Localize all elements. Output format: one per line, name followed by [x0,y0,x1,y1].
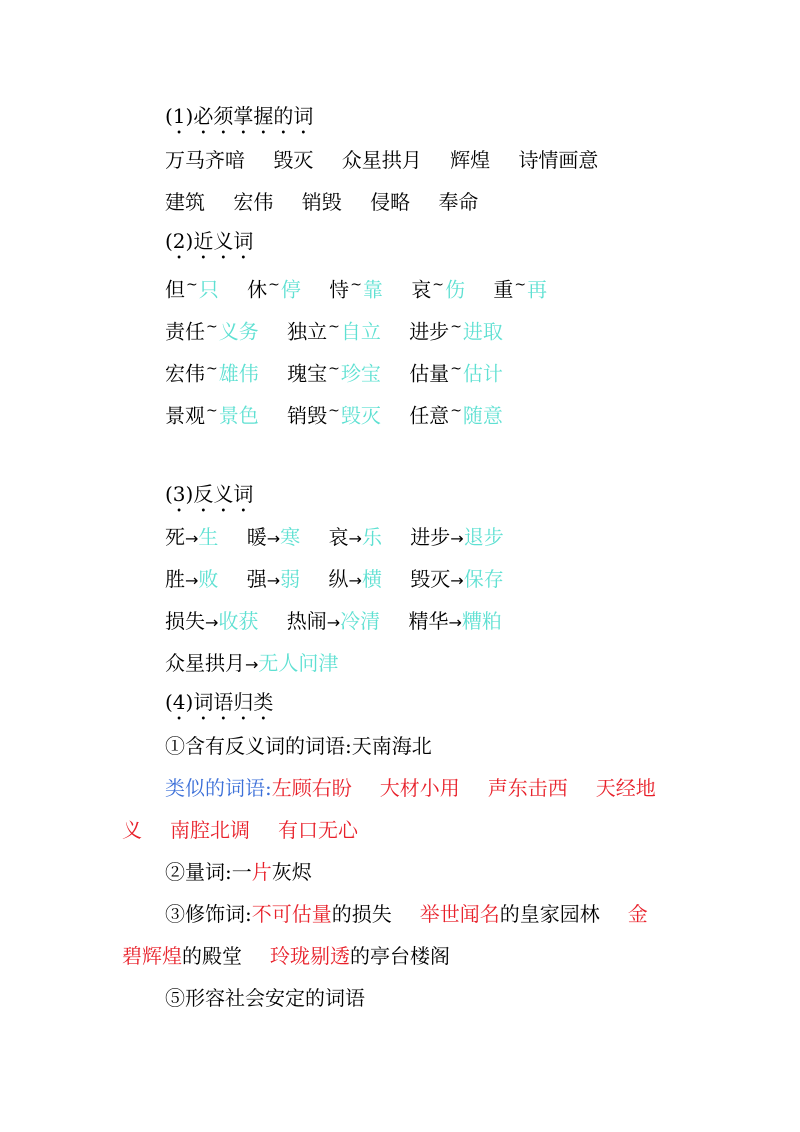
text-span: ~ [328,403,340,419]
similar-words-line-2 [122,817,358,843]
antonym-pair [165,566,218,594]
antonym-row-4 [165,650,360,678]
text-span: 估计 [462,361,503,386]
text-span: ~ [268,277,280,293]
text-span: → [266,571,281,590]
synonym-row-4 [165,398,525,429]
text-span: ~ [206,403,218,419]
text-span: (2)近义词 [165,229,254,253]
synonym-pair [409,356,503,387]
text-span: 独立 [287,319,328,344]
text-span: 任意 [409,403,450,428]
text-span: ~ [328,319,340,335]
word: 诗情画意 [518,148,599,172]
synonym-row-3 [165,356,525,387]
synonym-pair [409,398,503,429]
category-item-3-line-1 [165,901,648,927]
text-span: 损失 [165,609,205,633]
antonym-row-1 [165,524,526,552]
text-span: 冷清 [340,609,381,633]
antonym-pair [329,524,382,552]
text-span: 重 [493,277,514,302]
antonym-pair [247,524,300,552]
synonym-pair [165,356,259,387]
text-span: → [185,529,199,548]
text-span: 纵 [328,567,349,591]
synonym-pair [165,398,259,429]
text-span: 估量 [409,361,450,386]
antonym-pair [410,566,503,594]
text-span: ③修饰词: [165,902,252,926]
text-span: ~ [432,277,445,293]
text-span: → [185,571,199,590]
antonym-pair [329,566,382,594]
text-span: 珍宝 [340,361,381,386]
text-span: 片 [251,860,272,884]
text-span: 自立 [340,319,381,344]
text-span: 毁灭 [340,403,381,428]
category-item-2 [165,859,312,885]
text-span: 雄伟 [218,361,259,386]
section2-heading [165,228,253,264]
text-span: 寒 [280,525,301,549]
antonym-pair [247,566,300,594]
synonym-pair [287,356,381,387]
text-span: 有口无心 [278,818,358,842]
text-span: 收获 [218,609,259,633]
synonym-pair [165,272,219,303]
text-span: (4)词语归类 [165,690,274,714]
text-span: → [450,571,464,590]
text-span: 进取 [462,319,503,344]
text-span: 强 [246,567,267,591]
antonym-pair [287,608,380,636]
text-span: 南腔北调 [170,818,250,842]
word: 辉煌 [450,148,491,172]
text-span: 景色 [218,403,259,428]
antonym-pair [165,524,218,552]
antonym-pair [165,608,258,636]
text-span: → [245,655,259,674]
text-span: 只 [198,277,219,302]
word: 万马齐喑 [165,148,245,172]
text-span: 瑰宝 [287,361,328,386]
synonym-pair [165,314,259,345]
text-span: 金 [627,902,648,926]
text-span: 大材小用 [379,776,460,800]
text-span: 玲珑剔透 [270,944,350,968]
text-span: (1)必须掌握的词 [165,104,314,128]
text-span: 责任 [165,319,205,344]
antonym-pair [410,524,503,552]
text-span: → [205,613,219,632]
text-span: 天经地 [595,776,656,800]
text-span: 糟粕 [461,609,502,633]
text-span: 死 [165,525,185,549]
section1-row1 [165,147,620,173]
text-span: ~ [328,361,340,377]
word: 奉命 [438,190,479,214]
text-span: 胜 [165,567,185,591]
category-item-3-line-2 [122,943,450,969]
text-span: ~ [206,319,218,335]
text-span: 声东击西 [487,776,568,800]
synonym-row-2 [165,314,525,345]
synonym-pair [409,314,503,345]
section1-heading [165,103,313,139]
text-span: ~ [186,277,198,293]
text-span: 哀 [328,525,349,549]
text-span: 的损失 [331,902,392,926]
text-span: 举世闻名 [419,902,500,926]
text-span: 恃 [329,277,350,302]
text-span: → [326,613,341,632]
text-span: 义务 [218,319,259,344]
text-span: 的皇家园林 [499,902,600,926]
text-span: ~ [350,277,362,293]
text-span: (3)反义词 [165,482,254,506]
similar-words-line-1 [165,775,656,801]
text-span: 败 [198,567,219,591]
text-span: → [266,529,281,548]
word: 销毁 [301,190,342,214]
text-span: 灰烬 [271,860,312,884]
synonym-row-1 [165,272,569,303]
text-span: 横 [361,567,382,591]
antonym-row-2 [165,566,526,594]
synonym-pair [247,272,301,303]
text-span: 热闹 [286,609,327,633]
text-span: → [450,529,464,548]
synonym-pair [411,272,465,303]
text-span: ~ [450,361,462,377]
antonym-pair [165,650,338,678]
text-span: 精华 [408,609,449,633]
text-span: 休 [247,277,268,302]
text-span: 义 [122,818,142,842]
text-span: ~ [450,403,462,419]
text-span: 进步 [410,525,451,549]
synonym-pair [287,314,381,345]
text-span: 销毁 [287,403,328,428]
text-span: 碧辉煌 [122,944,182,968]
word: 毁灭 [273,148,314,172]
text-span: 暖 [246,525,267,549]
text-span: 不可估量 [251,902,332,926]
antonym-row-3 [165,608,524,636]
text-span: 的亭台楼阁 [350,944,450,968]
text-span: 伤 [445,277,466,302]
text-span: → [348,529,362,548]
category-item-1: ①含有反义词的词语:天南海北 [165,734,432,758]
synonym-pair [493,272,547,303]
text-span: 退步 [463,525,504,549]
section3-heading [165,481,253,517]
text-span: 众星拱月 [165,651,245,675]
text-span: 停 [280,277,301,302]
antonym-pair [409,608,502,636]
text-span: 乐 [361,525,382,549]
text-span: ②量词:一 [165,860,252,884]
text-span: ~ [206,361,218,377]
text-span: 宏伟 [165,361,205,386]
text-span: 弱 [280,567,301,591]
text-span: 无人问津 [258,651,339,675]
text-span: 随意 [462,403,503,428]
text-span: 生 [198,525,219,549]
section1-row2 [165,189,500,215]
text-span: 左顾右盼 [271,776,352,800]
word: 建筑 [165,190,205,214]
text-span: 靠 [362,277,383,302]
text-span: 进步 [409,319,450,344]
text-span: 毁灭 [410,567,451,591]
text-span: 保存 [463,567,504,591]
text-span: → [448,613,462,632]
word: 侵略 [370,190,411,214]
text-span: 哀 [411,277,432,302]
word: 宏伟 [233,190,274,214]
section4-heading [165,689,273,725]
text-span: ~ [514,277,527,293]
category-item-5: ⑤形容社会安定的词语 [165,986,365,1010]
word: 众星拱月 [341,148,422,172]
text-span: ~ [450,319,462,335]
synonym-pair [287,398,381,429]
similar-label: 类似的词语: [165,776,272,800]
text-span: → [348,571,362,590]
text-span: 但 [165,277,185,302]
synonym-pair [329,272,383,303]
text-span: 景观 [165,403,205,428]
text-span: 的殿堂 [182,944,242,968]
text-span: 再 [527,277,548,302]
